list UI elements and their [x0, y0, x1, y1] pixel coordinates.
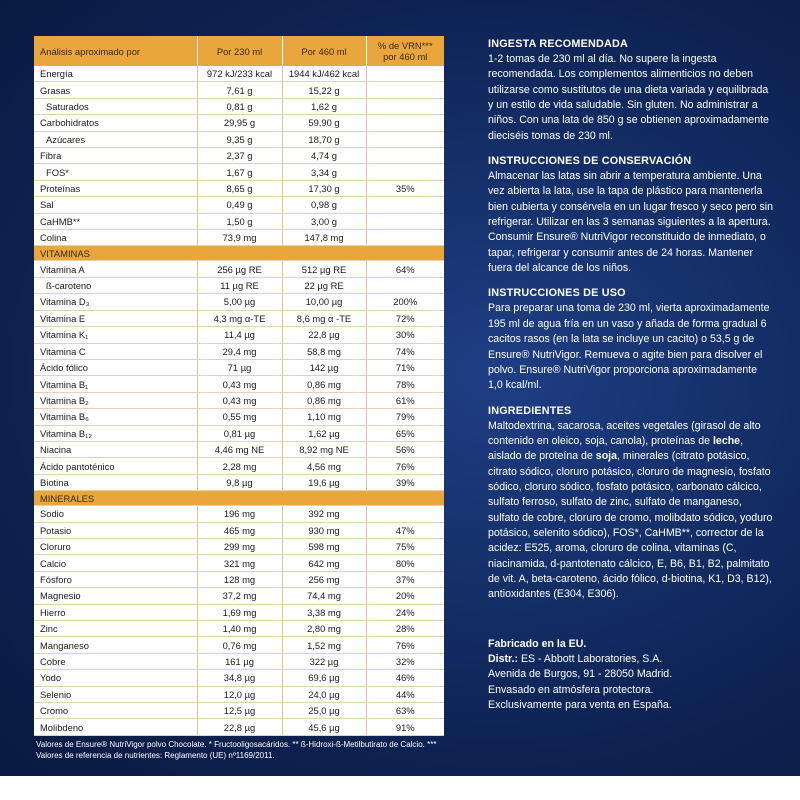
value-460ml: 642 mg — [282, 555, 366, 571]
nutrition-table — [34, 36, 444, 736]
section-label: VITAMINAS — [34, 246, 444, 261]
value-230ml: 37,2 mg — [197, 588, 282, 604]
ingesta-title: INGESTA RECOMENDADA — [488, 38, 628, 50]
value-460ml: 22 µg RE — [282, 277, 366, 293]
table-row — [34, 686, 444, 702]
value-230ml: 0,81 µg — [197, 425, 282, 441]
vrn-percent — [366, 82, 444, 98]
value-460ml: 2,80 mg — [282, 621, 366, 637]
vrn-percent — [366, 230, 444, 246]
value-230ml: 0,81 g — [197, 98, 282, 114]
table-row — [34, 506, 444, 522]
nutrient-name: Saturados — [34, 98, 197, 114]
vrn-percent: 71% — [366, 359, 444, 375]
table-row — [34, 703, 444, 719]
vrn-percent: 80% — [366, 555, 444, 571]
vrn-percent: 74% — [366, 343, 444, 359]
vrn-percent: 24% — [366, 604, 444, 620]
table-row — [34, 604, 444, 620]
value-230ml: 12,0 µg — [197, 686, 282, 702]
nutrient-name: Yodo — [34, 670, 197, 686]
table-row — [34, 571, 444, 587]
value-460ml: 512 µg RE — [282, 261, 366, 277]
value-230ml: 256 µg RE — [197, 261, 282, 277]
table-header-row — [34, 36, 444, 66]
value-460ml: 17,30 g — [282, 180, 366, 196]
info-column — [488, 37, 774, 713]
nutrient-name: Vitamina K₁ — [34, 327, 197, 343]
value-460ml: 18,70 g — [282, 131, 366, 147]
nutrition-table-card — [34, 36, 444, 736]
vrn-percent: 28% — [366, 621, 444, 637]
vrn-percent: 61% — [366, 392, 444, 408]
distr-label: Distr.: — [488, 653, 519, 665]
value-230ml: 34,8 µg — [197, 670, 282, 686]
table-row — [34, 719, 444, 735]
value-460ml: 1,10 mg — [282, 409, 366, 425]
nutrient-name: Grasas — [34, 82, 197, 98]
value-460ml: 598 mg — [282, 538, 366, 554]
fabricado-title: Fabricado en la EU. — [488, 637, 587, 650]
nutrient-name: Vitamina A — [34, 261, 197, 277]
table-row — [34, 376, 444, 392]
sales-note: Exclusivamente para venta en España. — [488, 699, 672, 712]
value-230ml: 7,61 g — [197, 82, 282, 98]
vrn-percent: 75% — [366, 538, 444, 554]
vrn-percent — [366, 148, 444, 164]
vrn-percent: 47% — [366, 522, 444, 538]
nutrient-name: Cromo — [34, 703, 197, 719]
value-460ml: 22,8 µg — [282, 327, 366, 343]
vrn-percent — [366, 213, 444, 229]
nutrient-name: FOS* — [34, 164, 197, 180]
value-460ml: 322 µg — [282, 653, 366, 669]
table-row — [34, 653, 444, 669]
vrn-percent: 56% — [366, 441, 444, 457]
vrn-percent: 32% — [366, 653, 444, 669]
value-230ml: 9,8 µg — [197, 474, 282, 490]
vrn-percent — [366, 98, 444, 114]
conservacion-text: Almacenar las latas sin abrir a temperatura ambiente. Una vez abierta la lata, use la tapa de plástico para mantenerla bien cubierta y consérvela en un lugar fresco y seco pero sin refrigerar. Utilizar en las 3 semanas siguientes a la apertura. Consumir Ensure® NutriVigor reconstituido de inmediato, o tapar, refrigerar y consumir antes de 24 horas. Mantener fuera del alcance de los niños. — [488, 170, 774, 275]
distr-company: ES - Abbott Laboratories, S.A. — [518, 653, 663, 665]
value-230ml: 1,69 mg — [197, 604, 282, 620]
table-row — [34, 359, 444, 375]
nutrient-name: Fibra — [34, 148, 197, 164]
table-row — [34, 82, 444, 98]
nutrient-name: CaHMB** — [34, 213, 197, 229]
nutrient-name: Azúcares — [34, 131, 197, 147]
value-230ml: 0,55 mg — [197, 409, 282, 425]
value-460ml: 0,86 mg — [282, 392, 366, 408]
table-row — [34, 343, 444, 359]
vrn-percent: 46% — [366, 670, 444, 686]
table-row — [34, 261, 444, 277]
vrn-percent: 30% — [366, 327, 444, 343]
vrn-percent: 76% — [366, 458, 444, 474]
ingredientes-text — [488, 419, 774, 603]
uso-title: INSTRUCCIONES DE USO — [488, 287, 626, 300]
table-row — [34, 555, 444, 571]
ingredientes-part-a: Maltodextrina, sacarosa, aceites vegetales (girasol de alto contenido en oleico, soja, canola), proteínas de — [488, 419, 761, 447]
vrn-percent: 78% — [366, 376, 444, 392]
vrn-percent — [366, 197, 444, 213]
value-230ml: 0,49 g — [197, 197, 282, 213]
ingesta-text: 1-2 tomas de 230 ml al día. No supere la ingesta recomendada. Los complementos alimenticios no deben utilizarse como sustitutos de una dieta variada y equilibrada y un estilo de vida saludable. Sin gluten. No administrar a niños. Con una lata de 850 g se obtienen aproximadamente dieciséis tomas de 230 ml. — [488, 53, 769, 142]
table-row — [34, 180, 444, 196]
nutrient-name: Vitamina B₂ — [34, 392, 197, 408]
table-row — [34, 637, 444, 653]
nutrient-name: Manganeso — [34, 637, 197, 653]
value-460ml: 1,62 g — [282, 98, 366, 114]
value-230ml: 0,43 mg — [197, 376, 282, 392]
uso-text: Para preparar una toma de 230 ml, vierta aproximadamente 195 ml de agua fría en un vaso y añada de forma gradual 6 cacitos rasos (en la lata se incluye un cacito) o 53,5 g de Ensure® NutriVigor. Remueva o agite bien para disolver el polvo. Ensure® NutriVigor proporciona aproximadamente 1,0 kcal/ml. — [488, 302, 770, 392]
vrn-percent: 39% — [366, 474, 444, 490]
value-460ml: 10,00 µg — [282, 294, 366, 310]
value-230ml: 73,9 mg — [197, 230, 282, 246]
nutrient-name: ß-caroteno — [34, 277, 197, 293]
value-230ml: 299 mg — [197, 538, 282, 554]
value-230ml: 0,76 mg — [197, 637, 282, 653]
table-row — [34, 197, 444, 213]
value-460ml: 147,8 mg — [282, 230, 366, 246]
value-460ml: 3,00 g — [282, 213, 366, 229]
value-230ml: 11 µg RE — [197, 277, 282, 293]
value-230ml: 22,8 µg — [197, 719, 282, 735]
nutrient-name: Vitamina B₁₂ — [34, 425, 197, 441]
value-460ml: 1,52 mg — [282, 637, 366, 653]
value-460ml: 24,0 µg — [282, 686, 366, 702]
table-row — [34, 670, 444, 686]
vrn-percent: 79% — [366, 409, 444, 425]
value-460ml: 1,62 µg — [282, 425, 366, 441]
value-460ml: 142 µg — [282, 359, 366, 375]
value-230ml: 8,65 g — [197, 180, 282, 196]
value-230ml: 5,00 µg — [197, 294, 282, 310]
vrn-percent: 37% — [366, 571, 444, 587]
value-230ml: 196 mg — [197, 506, 282, 522]
header-460ml: Por 460 ml — [282, 36, 366, 66]
header-analysis: Análisis aproximado por — [34, 36, 197, 66]
value-460ml: 19,6 µg — [282, 474, 366, 490]
value-460ml: 58,8 mg — [282, 343, 366, 359]
nutrient-name: Vitamina D₃ — [34, 294, 197, 310]
table-row — [34, 621, 444, 637]
table-row — [34, 474, 444, 490]
value-460ml: 0,86 mg — [282, 376, 366, 392]
nutrient-name: Colina — [34, 230, 197, 246]
value-230ml: 4,46 mg NE — [197, 441, 282, 457]
nutrient-name: Cloruro — [34, 538, 197, 554]
vrn-percent: 91% — [366, 719, 444, 735]
value-230ml: 1,67 g — [197, 164, 282, 180]
vrn-percent — [366, 115, 444, 131]
table-row — [34, 392, 444, 408]
table-row — [34, 213, 444, 229]
vrn-percent — [366, 277, 444, 293]
vrn-percent: 76% — [366, 637, 444, 653]
value-230ml: 9,35 g — [197, 131, 282, 147]
section-row — [34, 491, 444, 506]
nutrient-name: Fósforo — [34, 571, 197, 587]
vrn-percent — [366, 164, 444, 180]
table-row — [34, 310, 444, 326]
value-230ml: 972 kJ/233 kcal — [197, 66, 282, 82]
nutrient-name: Hierro — [34, 604, 197, 620]
value-460ml: 74,4 mg — [282, 588, 366, 604]
table-row — [34, 522, 444, 538]
table-row — [34, 425, 444, 441]
vrn-percent: 63% — [366, 703, 444, 719]
value-460ml: 3,34 g — [282, 164, 366, 180]
value-230ml: 11,4 µg — [197, 327, 282, 343]
header-230ml: Por 230 ml — [197, 36, 282, 66]
nutrient-name: Selenio — [34, 686, 197, 702]
nutrient-name: Biotina — [34, 474, 197, 490]
table-row — [34, 98, 444, 114]
table-row — [34, 164, 444, 180]
vrn-percent: 44% — [366, 686, 444, 702]
value-230ml: 465 mg — [197, 522, 282, 538]
value-230ml: 1,40 mg — [197, 621, 282, 637]
allergen-soja: soja — [595, 450, 617, 463]
allergen-leche: leche — [712, 434, 741, 447]
value-230ml: 4,3 mg α-TE — [197, 310, 282, 326]
conservacion-title: INSTRUCCIONES DE CONSERVACIÓN — [488, 155, 692, 168]
value-460ml: 4,74 g — [282, 148, 366, 164]
value-460ml: 392 mg — [282, 506, 366, 522]
table-row — [34, 409, 444, 425]
vrn-percent: 64% — [366, 261, 444, 277]
table-footnote: Valores de Ensure® NutriVigor polvo Chocolate. * Fructooligosacáridos. ** ß-Hidroxi-ß-Metilbutirato de Calcio. *** Valores de referencia de nutrientes: Reglamento (UE) nº1169/2011. — [36, 740, 437, 760]
value-460ml: 1944 kJ/462 kcal — [282, 66, 366, 82]
nutrient-name: Vitamina E — [34, 310, 197, 326]
value-460ml: 15,22 g — [282, 82, 366, 98]
value-230ml: 2,37 g — [197, 148, 282, 164]
value-230ml: 1,50 g — [197, 213, 282, 229]
distributor-line — [488, 652, 774, 667]
table-row — [34, 538, 444, 554]
value-460ml: 3,38 mg — [282, 604, 366, 620]
nutrient-name: Cobre — [34, 653, 197, 669]
nutrient-name: Zinc — [34, 621, 197, 637]
table-row — [34, 115, 444, 131]
value-230ml: 128 mg — [197, 571, 282, 587]
nutrient-name: Molibdeno — [34, 719, 197, 735]
value-460ml: 45,6 µg — [282, 719, 366, 735]
nutrient-name: Vitamina C — [34, 343, 197, 359]
table-row — [34, 588, 444, 604]
value-460ml: 8,92 mg NE — [282, 441, 366, 457]
value-230ml: 71 µg — [197, 359, 282, 375]
nutrient-name: Niacina — [34, 441, 197, 457]
value-460ml: 0,98 g — [282, 197, 366, 213]
table-row — [34, 294, 444, 310]
vrn-percent: 72% — [366, 310, 444, 326]
ingredientes-part-c: , minerales (citrato potásico, citrato sódico, cloruro potásico, cloruro de magnesio, fosfato sódico, cloruro sódico, fosfato potásico, carbonato cálcico, sulfato ferroso, sulfato de zinc, sulfato de manganeso, sulfato de cobre, cloruro de cromo, molibdato sódico, yoduro potásico, selenito sódico), FOS*, CaHMB**, corrector de la acidez: E525, aroma, cloruro de colina, vitaminas (C, niacinamida, d-pantotenato cálcico, E, B6, B1, B2, palmitato de vit. A, beta-caroteno, ácido fólico, d-biotina, K1, D3, B12), antioxidantes (E304, E306). — [488, 450, 773, 601]
nutrient-name: Sal — [34, 197, 197, 213]
value-230ml: 161 µg — [197, 653, 282, 669]
nutrient-name: Energía — [34, 66, 197, 82]
value-230ml: 0,43 mg — [197, 392, 282, 408]
value-230ml: 29,95 g — [197, 115, 282, 131]
value-460ml: 69,6 µg — [282, 670, 366, 686]
packaging-note: Envasado en atmósfera protectora. — [488, 683, 654, 696]
value-460ml: 256 mg — [282, 571, 366, 587]
vrn-percent — [366, 66, 444, 82]
vrn-percent: 65% — [366, 425, 444, 441]
value-230ml: 2,28 mg — [197, 458, 282, 474]
vrn-percent: 20% — [366, 588, 444, 604]
nutrient-name: Carbohidratos — [34, 115, 197, 131]
value-230ml: 321 mg — [197, 555, 282, 571]
nutrient-name: Vitamina B₁ — [34, 376, 197, 392]
nutrient-name: Vitamina B₆ — [34, 409, 197, 425]
nutrient-name: Proteínas — [34, 180, 197, 196]
nutrient-name: Ácido fólico — [34, 359, 197, 375]
nutrition-table-body — [34, 66, 444, 735]
table-row — [34, 327, 444, 343]
vrn-percent — [366, 131, 444, 147]
distr-address: Avenida de Burgos, 91 - 28050 Madrid. — [488, 668, 673, 681]
section-row — [34, 246, 444, 261]
vrn-percent — [366, 506, 444, 522]
ingredientes-part-b: , aislado de proteína de — [488, 434, 744, 463]
vrn-percent: 35% — [366, 180, 444, 196]
ingredientes-title: INGREDIENTES — [488, 404, 572, 417]
nutrient-name: Magnesio — [34, 588, 197, 604]
value-230ml: 29,4 mg — [197, 343, 282, 359]
value-460ml: 59,90 g — [282, 115, 366, 131]
nutrient-name: Potasio — [34, 522, 197, 538]
vrn-percent: 200% — [366, 294, 444, 310]
table-row — [34, 66, 444, 82]
nutrient-name: Ácido pantoténico — [34, 458, 197, 474]
value-230ml: 12,5 µg — [197, 703, 282, 719]
table-row — [34, 148, 444, 164]
value-460ml: 4,56 mg — [282, 458, 366, 474]
value-460ml: 25,0 µg — [282, 703, 366, 719]
nutrient-name: Sodio — [34, 506, 197, 522]
nutrient-name: Calcio — [34, 555, 197, 571]
section-label: MINERALES — [34, 491, 444, 506]
table-row — [34, 230, 444, 246]
table-row — [34, 441, 444, 457]
table-row — [34, 131, 444, 147]
value-460ml: 930 mg — [282, 522, 366, 538]
table-row — [34, 277, 444, 293]
value-460ml: 8,6 mg α -TE — [282, 310, 366, 326]
header-vrn: % de VRN*** por 460 ml — [366, 36, 444, 66]
table-row — [34, 458, 444, 474]
